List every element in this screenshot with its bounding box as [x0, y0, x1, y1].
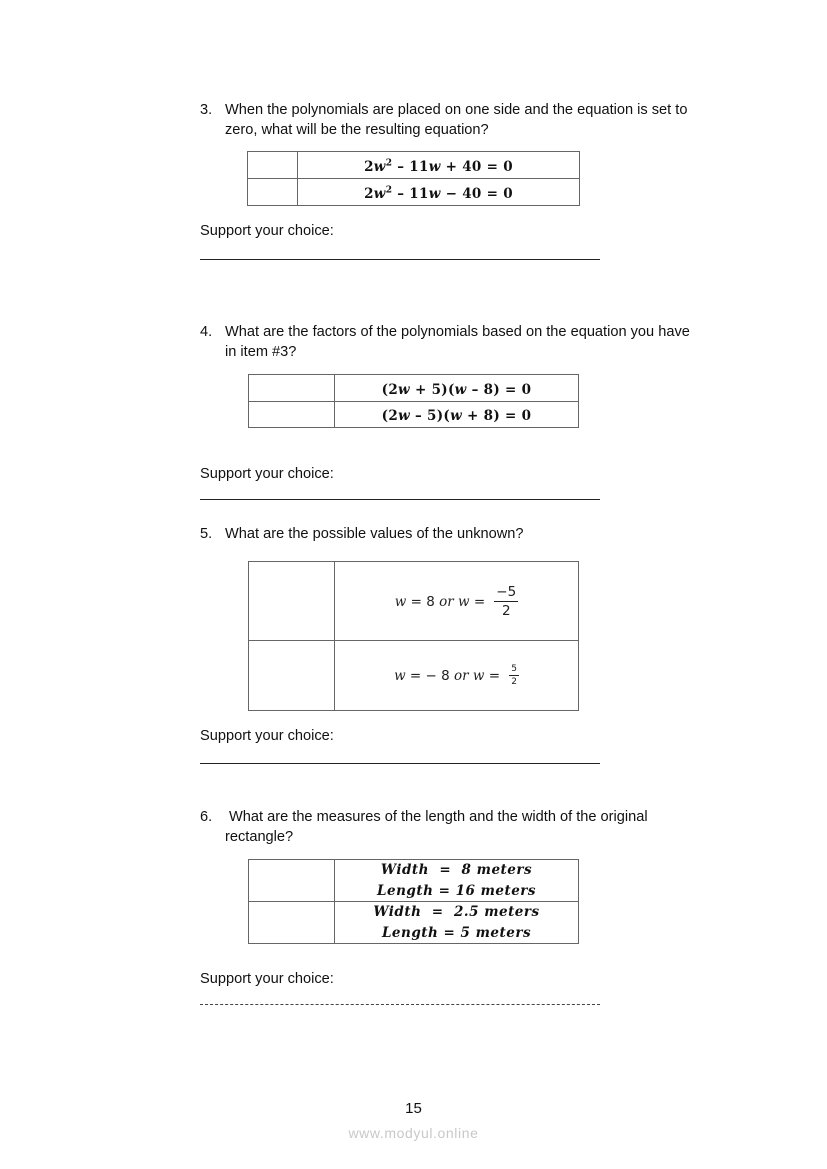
choices-table [247, 151, 580, 206]
answer-line[interactable] [200, 259, 600, 260]
choices-table [248, 374, 579, 428]
choice-row[interactable] [249, 402, 579, 428]
question-text-line: rectangle? [225, 829, 294, 845]
fraction: $\frac{-5}{2}$ [496, 583, 517, 619]
choice-row[interactable] [248, 179, 580, 206]
choice-row[interactable] [249, 562, 579, 641]
choice-checkbox-cell[interactable] [248, 152, 298, 179]
length-value: Length = 16 meters [377, 882, 536, 899]
choice-checkbox-cell[interactable] [249, 402, 335, 428]
question-text-line: zero, what will be the resulting equation? [225, 122, 489, 138]
choice-answer [335, 860, 579, 902]
choice-row[interactable] [249, 860, 579, 902]
choice-row[interactable] [248, 152, 580, 179]
choice-row[interactable] [249, 902, 579, 944]
question-number: 3. [200, 102, 213, 118]
choice-checkbox-cell[interactable] [249, 902, 335, 944]
support-label: Support your choice: [200, 971, 334, 987]
support-label: Support your choice: [200, 466, 334, 482]
answer-line[interactable] [200, 499, 600, 500]
width-value: Width = 8 meters [380, 862, 533, 878]
question-number: 6. [200, 809, 213, 825]
choice-answer: (2w + 5)(w – 8) = 0 [335, 375, 579, 402]
choice-answer: w = − 8 or w = $\frac{5}{2}$ [335, 641, 579, 711]
watermark: www.modyul.online [348, 1125, 479, 1141]
choices-table [248, 859, 579, 944]
question-text-line: When the polynomials are placed on one side and the equation is set to [225, 102, 688, 118]
support-label: Support your choice: [200, 223, 334, 239]
choice-answer: $2w^2 - 11w - 40 = 0$ [298, 179, 580, 206]
choice-answer: (2w – 5)(w + 8) = 0 [335, 402, 579, 428]
question-text-line: in item #3? [225, 344, 297, 360]
page-number: 15 [405, 1100, 422, 1117]
question-text-line: What are the possible values of the unknown? [225, 526, 524, 542]
width-value: Width = 2.5 meters [373, 904, 540, 920]
choice-checkbox-cell[interactable] [248, 179, 298, 206]
question-number: 4. [200, 324, 213, 340]
question-text-line: What are the measures of the length and the width of the original [229, 809, 648, 825]
choice-answer: w = 8 or w = $\frac{-5}{2}$ [335, 562, 579, 641]
choice-checkbox-cell[interactable] [249, 562, 335, 641]
choice-checkbox-cell[interactable] [249, 375, 335, 402]
fraction: $\frac{5}{2}$ [511, 664, 517, 687]
choice-checkbox-cell[interactable] [249, 641, 335, 711]
choice-answer [335, 902, 579, 944]
choice-row[interactable] [249, 641, 579, 711]
answer-line[interactable] [200, 763, 600, 764]
support-label: Support your choice: [200, 728, 334, 744]
choice-checkbox-cell[interactable] [249, 860, 335, 902]
answer-line[interactable] [200, 1004, 600, 1005]
choice-row[interactable] [249, 375, 579, 402]
choices-table [248, 561, 579, 711]
question-text-line: What are the factors of the polynomials based on the equation you have [225, 324, 690, 340]
choice-answer: $2w^2 - 11w + 40 = 0$ [298, 152, 580, 179]
length-value: Length = 5 meters [381, 924, 532, 941]
question-number: 5. [200, 526, 213, 542]
